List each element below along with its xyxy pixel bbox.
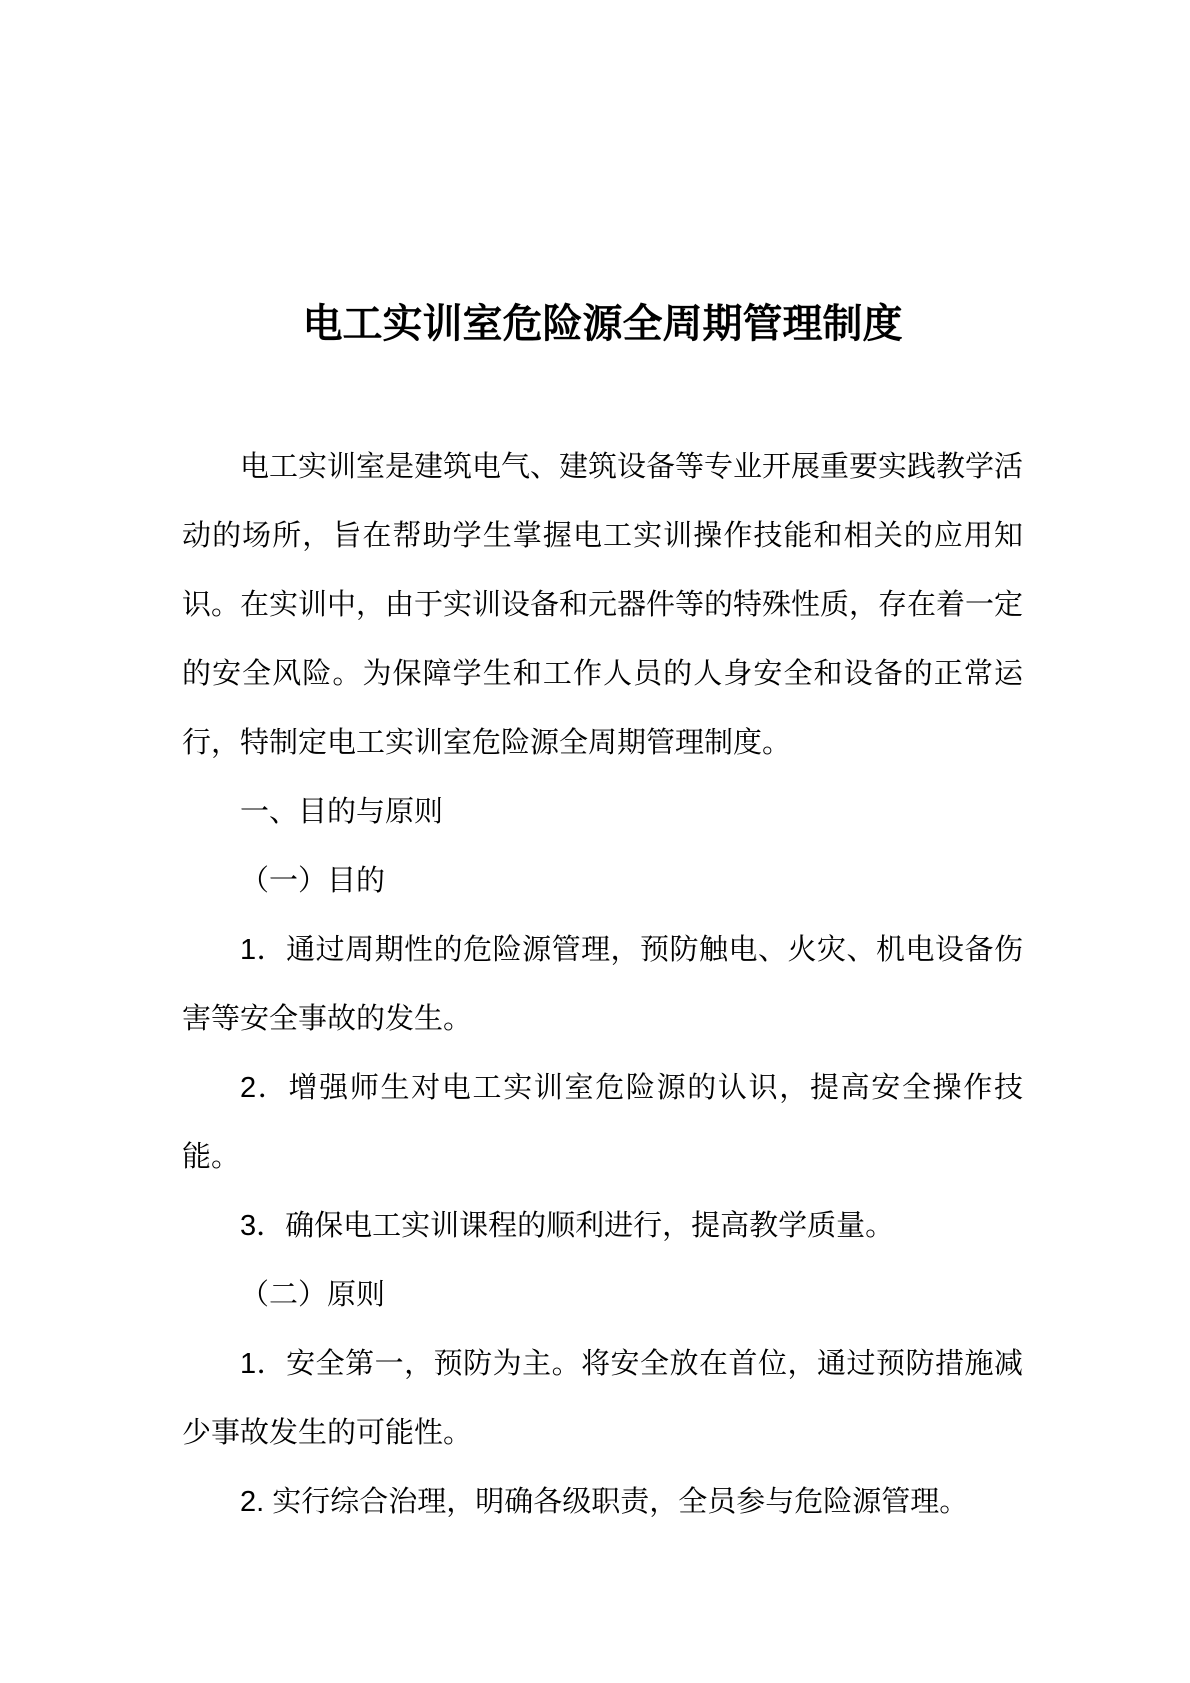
document-title: 电工实训室危险源全周期管理制度	[302, 302, 903, 346]
document-body	[182, 433, 1023, 1537]
purpose-item-3: 3．确保电工实训课程的顺利进行，提高教学质量。	[240, 1210, 895, 1242]
heading-section-1: 一、目的与原则	[240, 796, 444, 828]
heading-purpose: （一）目的	[240, 865, 386, 897]
principle-item-2: 2. 实行综合治理，明确各级职责，全员参与危险源管理。	[240, 1486, 969, 1518]
purpose-item-2: 2．增强师生对电工实训室危险源的认识，提高安全操作技能。	[182, 1072, 1023, 1173]
paragraph-intro: 电工实训室是建筑电气、建筑设备等专业开展重要实践教学活动的场所，旨在帮助学生掌握电工实训操作技能和相关的应用知识。在实训中，由于实训设备和元器件等的特殊性质，存在着一定的安全风险。为保障学生和工作人员的人身安全和设备的正常运行，特制定电工实训室危险源全周期管理制度。	[182, 451, 1024, 759]
purpose-item-1: 1．通过周期性的危险源管理，预防触电、火灾、机电设备伤害等安全事故的发生。	[182, 934, 1023, 1035]
heading-principles: （二）原则	[240, 1279, 386, 1311]
principle-item-1: 1．安全第一，预防为主。将安全放在首位，通过预防措施减少事故发生的可能性。	[182, 1348, 1023, 1449]
